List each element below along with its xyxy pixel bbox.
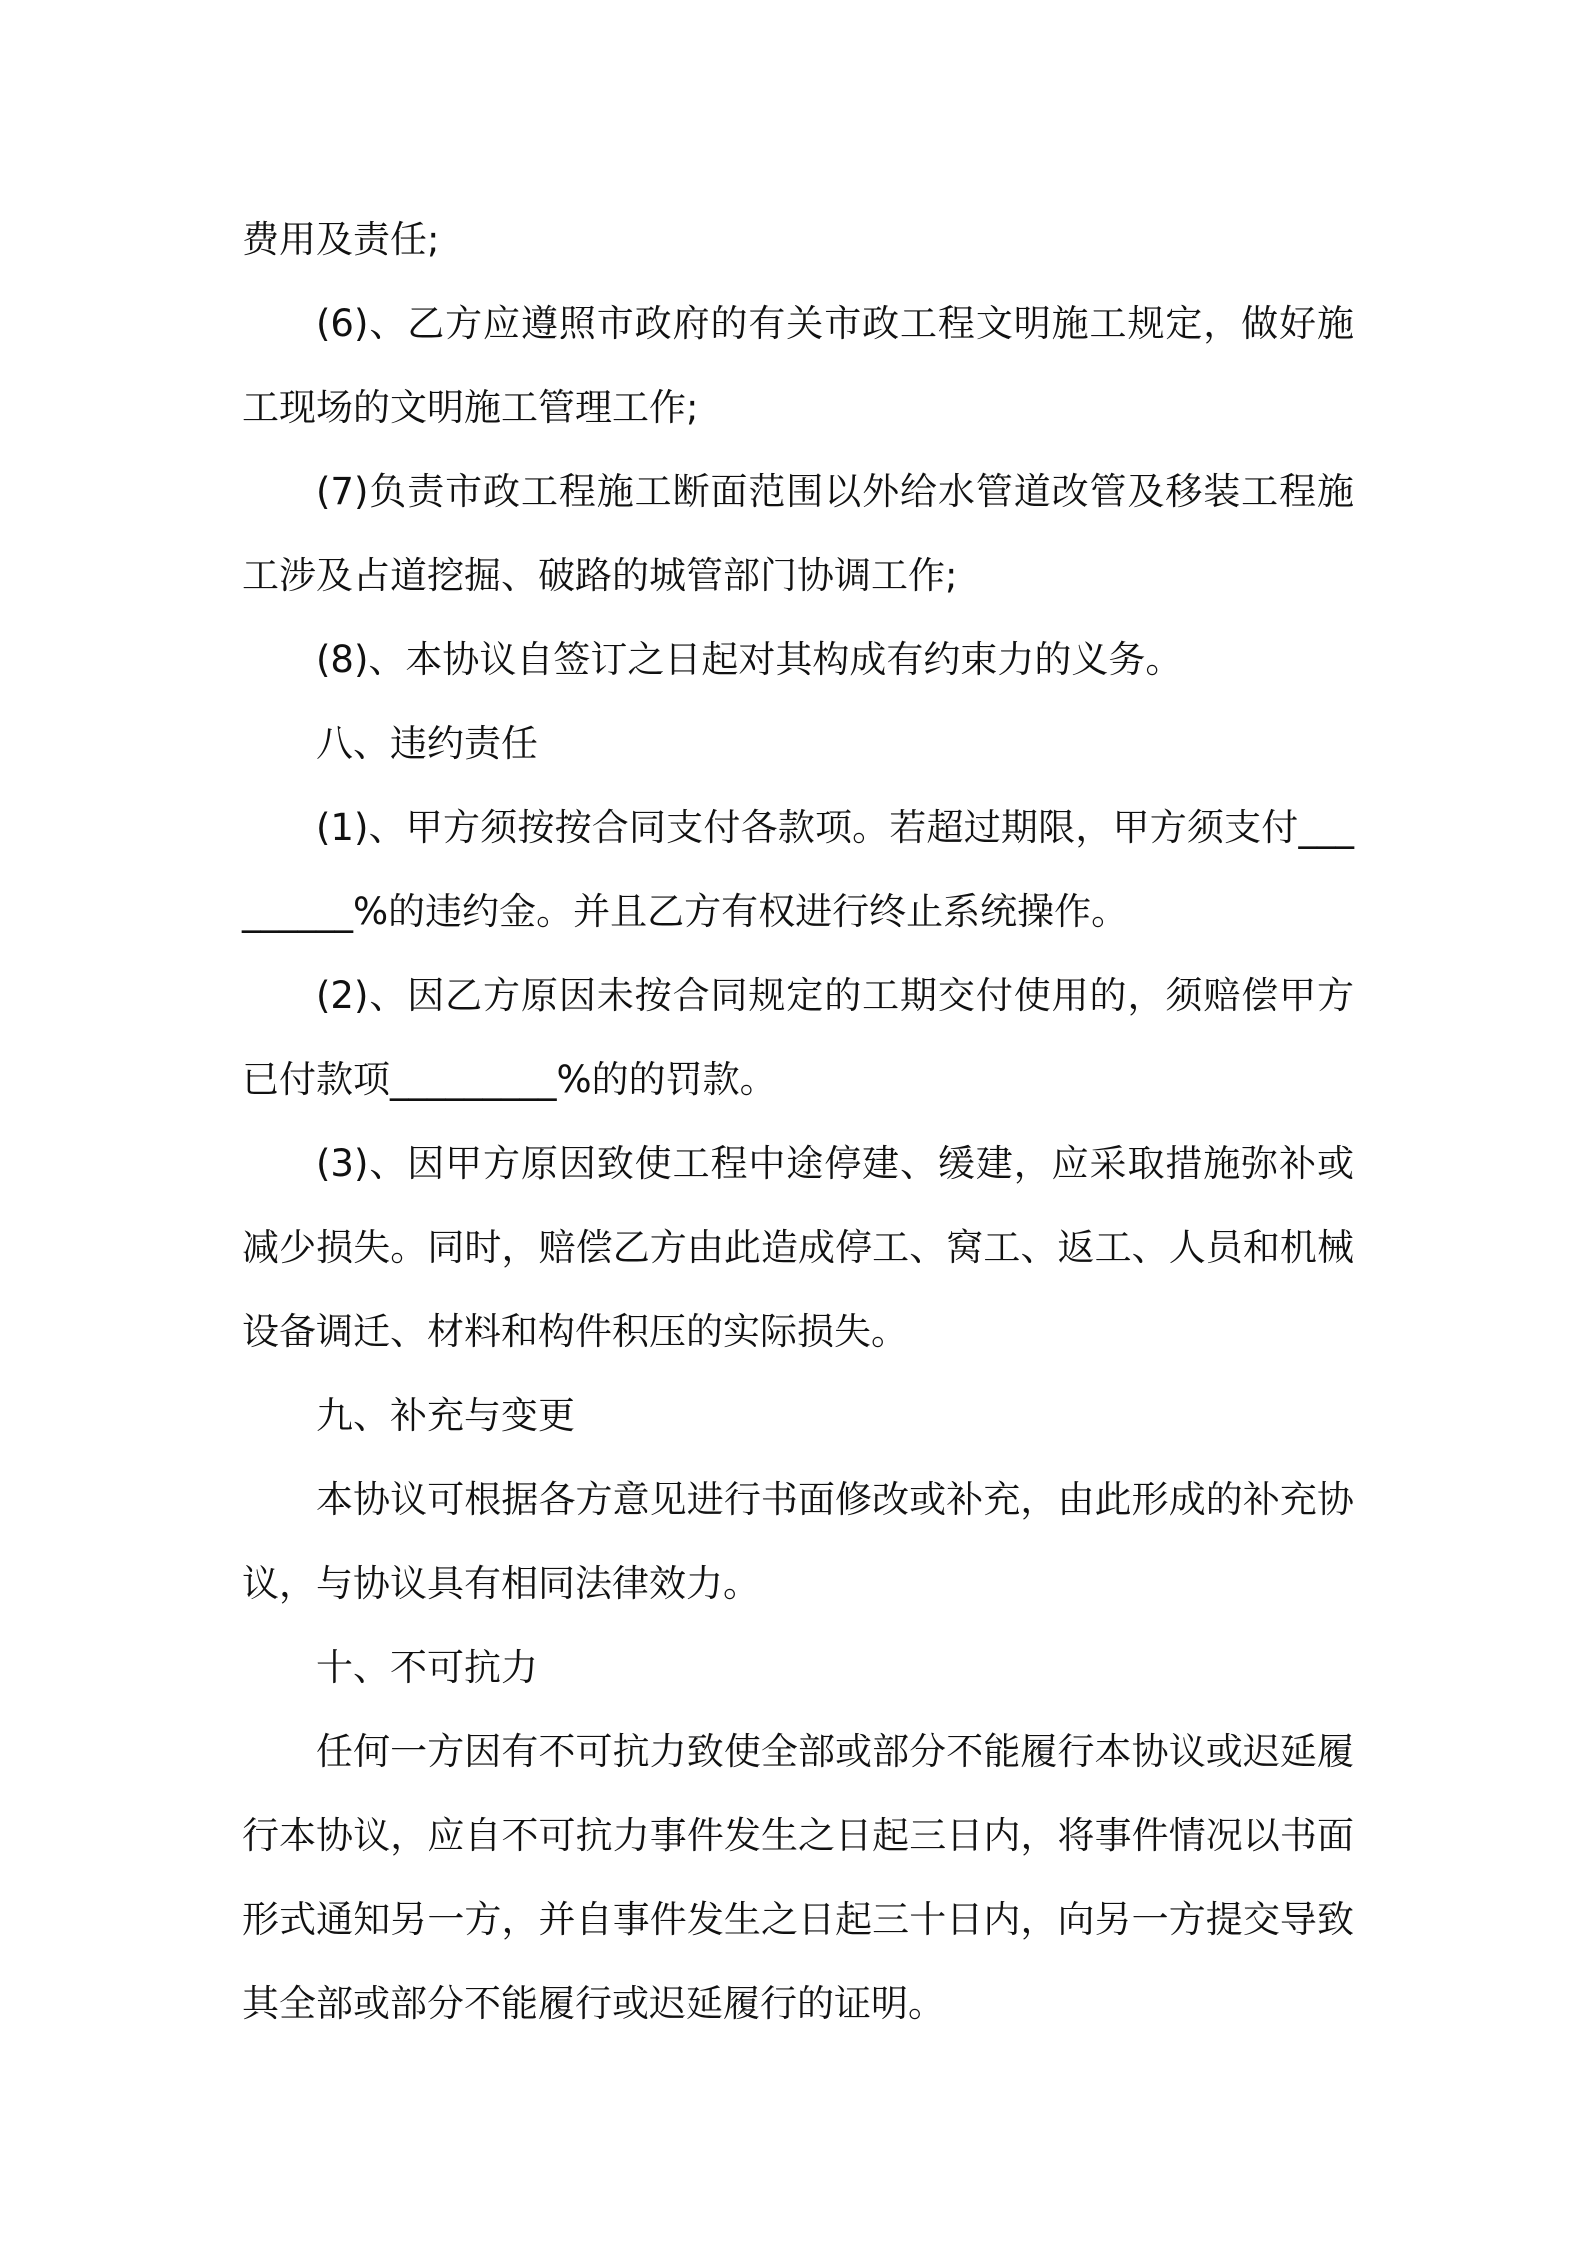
force-majeure-paragraph: 任何一方因有不可抗力致使全部或部分不能履行本协议或迟延履行本协议，应自不可抗力事件发生之日起三日内，将事件情况以书面形式通知另一方，并自事件发生之日起三十日内，向另一方提交导致其全部或部分不能履行或迟延履行的证明。 — [242, 1730, 1354, 2025]
clause-6: (6)、乙方应遵照市政府的有关市政工程文明施工规定，做好施工现场的文明施工管理工作; — [242, 302, 1354, 429]
section-heading-breach-liability: 八、违约责任 — [316, 722, 538, 765]
clause-7: (7)负责市政工程施工断面范围以外给水管道改管及移装工程施工涉及占道挖掘、破路的城管部门协调工作; — [242, 470, 1354, 597]
paragraph-continuation: 费用及责任; — [242, 218, 440, 261]
clause-8: (8)、本协议自签订之日起对其构成有约束力的义务。 — [316, 638, 1183, 681]
breach-clause-1: (1)、甲方须按按合同支付各款项。若超过期限，甲方须支付_________%的违约金。并且乙方有权进行终止系统操作。 — [242, 806, 1354, 933]
breach-clause-2: (2)、因乙方原因未按合同规定的工期交付使用的，须赔偿甲方已付款项_________%的的罚款。 — [242, 974, 1354, 1101]
document-body — [242, 198, 1354, 2046]
section-heading-force-majeure: 十、不可抗力 — [316, 1646, 538, 1689]
supplement-paragraph: 本协议可根据各方意见进行书面修改或补充，由此形成的补充协议，与协议具有相同法律效力。 — [242, 1478, 1354, 1605]
breach-clause-3: (3)、因甲方原因致使工程中途停建、缓建，应采取措施弥补或减少损失。同时，赔偿乙方由此造成停工、窝工、返工、人员和机械设备调迁、材料和构件积压的实际损失。 — [242, 1142, 1354, 1353]
section-heading-supplement-change: 九、补充与变更 — [316, 1394, 575, 1437]
